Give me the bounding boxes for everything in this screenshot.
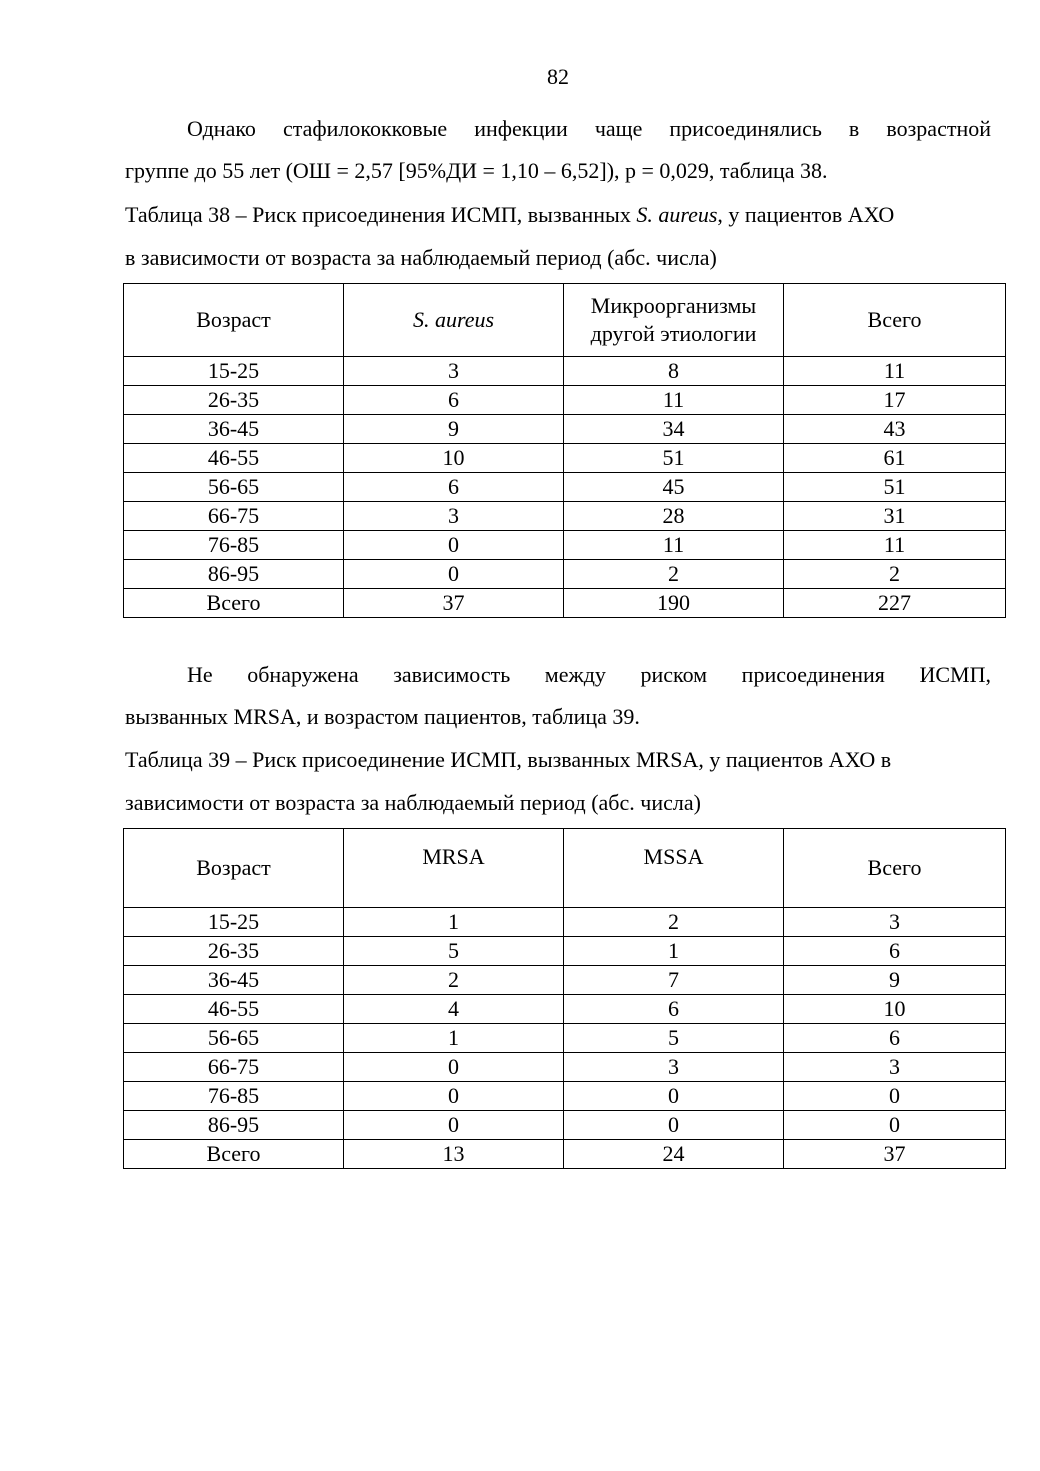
table-row [124, 937, 1006, 966]
table-cell: 0 [344, 531, 564, 560]
table-38-caption [125, 193, 1005, 279]
table-row [124, 908, 1006, 937]
table-cell: 51 [784, 473, 1006, 502]
table-cell: 10 [344, 444, 564, 473]
table-cell: 2 [344, 966, 564, 995]
caption-prefix: Таблица 38 – Риск присоединения ИСМП, вызванных [125, 202, 637, 227]
table-cell: 9 [344, 415, 564, 444]
table-cell: 0 [344, 1082, 564, 1111]
table-cell: 2 [784, 560, 1006, 589]
table-row [124, 966, 1006, 995]
table-row [124, 1082, 1006, 1111]
table-cell: 0 [344, 1111, 564, 1140]
table-row [124, 531, 1006, 560]
table-cell: 45 [564, 473, 784, 502]
caption-line: Таблица 39 – Риск присоединение ИСМП, вызванных MRSA, у пациентов АХО в [125, 747, 892, 772]
paragraph-line: вызванных MRSA, и возрастом пациентов, таблица 39. [125, 704, 640, 729]
table-cell: 0 [784, 1082, 1006, 1111]
table-cell: 3 [344, 357, 564, 386]
table-cell: 2 [564, 560, 784, 589]
table-row [124, 995, 1006, 1024]
table-cell: 2 [564, 908, 784, 937]
table-cell: Всего [124, 1140, 344, 1169]
table-cell: 3 [564, 1053, 784, 1082]
table-cell: 46-55 [124, 444, 344, 473]
table-cell: 0 [784, 1111, 1006, 1140]
table-38-body [124, 357, 1006, 618]
table-cell: 17 [784, 386, 1006, 415]
table-cell: 51 [564, 444, 784, 473]
table-header-row [124, 284, 1006, 357]
table-cell: 26-35 [124, 386, 344, 415]
table-cell: 76-85 [124, 1082, 344, 1111]
table-row [124, 386, 1006, 415]
table-cell: 86-95 [124, 560, 344, 589]
table-cell: 6 [784, 1024, 1006, 1053]
table-cell: 13 [344, 1140, 564, 1169]
paragraph-line: Не обнаружена зависимость между риском присоединения ИСМП, [187, 662, 991, 687]
table-cell: 11 [784, 531, 1006, 560]
table-row [124, 1053, 1006, 1082]
page-number: 82 [547, 64, 569, 89]
table-cell: 76-85 [124, 531, 344, 560]
table-cell: 15-25 [124, 357, 344, 386]
table-cell: 56-65 [124, 1024, 344, 1053]
table-cell: 24 [564, 1140, 784, 1169]
table-cell: 1 [564, 937, 784, 966]
table-cell: Всего [124, 589, 344, 618]
table-cell: 5 [344, 937, 564, 966]
table-cell: 190 [564, 589, 784, 618]
table-39-body [124, 908, 1006, 1169]
table-row [124, 473, 1006, 502]
table-cell: 11 [564, 386, 784, 415]
table-cell: 5 [564, 1024, 784, 1053]
header-mssa: MSSA [564, 829, 784, 908]
table-cell: 8 [564, 357, 784, 386]
table-row [124, 1111, 1006, 1140]
table-cell: 1 [344, 1024, 564, 1053]
table-row [124, 444, 1006, 473]
table-cell: 56-65 [124, 473, 344, 502]
table-row [124, 415, 1006, 444]
table-cell: 15-25 [124, 908, 344, 937]
paragraph-line: Однако стафилококковые инфекции чаще присоединялись в возрастной [187, 116, 991, 141]
table-cell: 0 [564, 1082, 784, 1111]
table-cell: 34 [564, 415, 784, 444]
table-cell: 3 [784, 1053, 1006, 1082]
table-cell: 6 [344, 386, 564, 415]
table-cell: 28 [564, 502, 784, 531]
table-cell: 3 [344, 502, 564, 531]
table-row [124, 560, 1006, 589]
table-cell: 6 [564, 995, 784, 1024]
table-cell: 66-75 [124, 502, 344, 531]
table-cell: 11 [564, 531, 784, 560]
header-total: Всего [784, 284, 1006, 357]
table-row [124, 357, 1006, 386]
table-cell: 43 [784, 415, 1006, 444]
table-row [124, 589, 1006, 618]
caption-line: зависимости от возраста за наблюдаемый период (абс. числа) [125, 790, 701, 815]
header-mrsa: MRSA [344, 829, 564, 908]
table-cell: 61 [784, 444, 1006, 473]
table-cell: 66-75 [124, 1053, 344, 1082]
paragraph-staph-age [125, 108, 991, 192]
paragraph-mrsa-age [125, 654, 991, 738]
table-cell: 36-45 [124, 415, 344, 444]
table-39-caption [125, 738, 1005, 824]
table-cell: 0 [344, 560, 564, 589]
table-cell: 1 [344, 908, 564, 937]
header-total: Всего [784, 829, 1006, 908]
header-other-etiology: Микроорганизмы другой этиологии [564, 284, 784, 357]
table-cell: 10 [784, 995, 1006, 1024]
table-cell: 0 [344, 1053, 564, 1082]
table-cell: 31 [784, 502, 1006, 531]
table-39 [123, 828, 1006, 1169]
table-cell: 86-95 [124, 1111, 344, 1140]
header-age: Возраст [124, 284, 344, 357]
table-row [124, 1024, 1006, 1053]
table-cell: 6 [344, 473, 564, 502]
table-row [124, 502, 1006, 531]
table-cell: 3 [784, 908, 1006, 937]
table-cell: 37 [784, 1140, 1006, 1169]
table-cell: 46-55 [124, 995, 344, 1024]
table-cell: 36-45 [124, 966, 344, 995]
table-cell: 7 [564, 966, 784, 995]
table-header-row [124, 829, 1006, 908]
table-cell: 0 [564, 1111, 784, 1140]
paragraph-line: группе до 55 лет (ОШ = 2,57 [95%ДИ = 1,10 – 6,52]), р = 0,029, таблица 38. [125, 158, 828, 183]
table-cell: 11 [784, 357, 1006, 386]
table-cell: 227 [784, 589, 1006, 618]
caption-line: в зависимости от возраста за наблюдаемый период (абс. числа) [125, 245, 717, 270]
table-cell: 9 [784, 966, 1006, 995]
caption-organism: S. aureus [636, 202, 718, 227]
header-s-aureus: S. aureus [344, 284, 564, 357]
table-row [124, 1140, 1006, 1169]
table-38 [123, 283, 1006, 618]
table-cell: 6 [784, 937, 1006, 966]
header-age: Возраст [124, 829, 344, 908]
table-cell: 4 [344, 995, 564, 1024]
table-cell: 37 [344, 589, 564, 618]
table-cell: 26-35 [124, 937, 344, 966]
caption-suffix: , у пациентов АХО [717, 202, 895, 227]
